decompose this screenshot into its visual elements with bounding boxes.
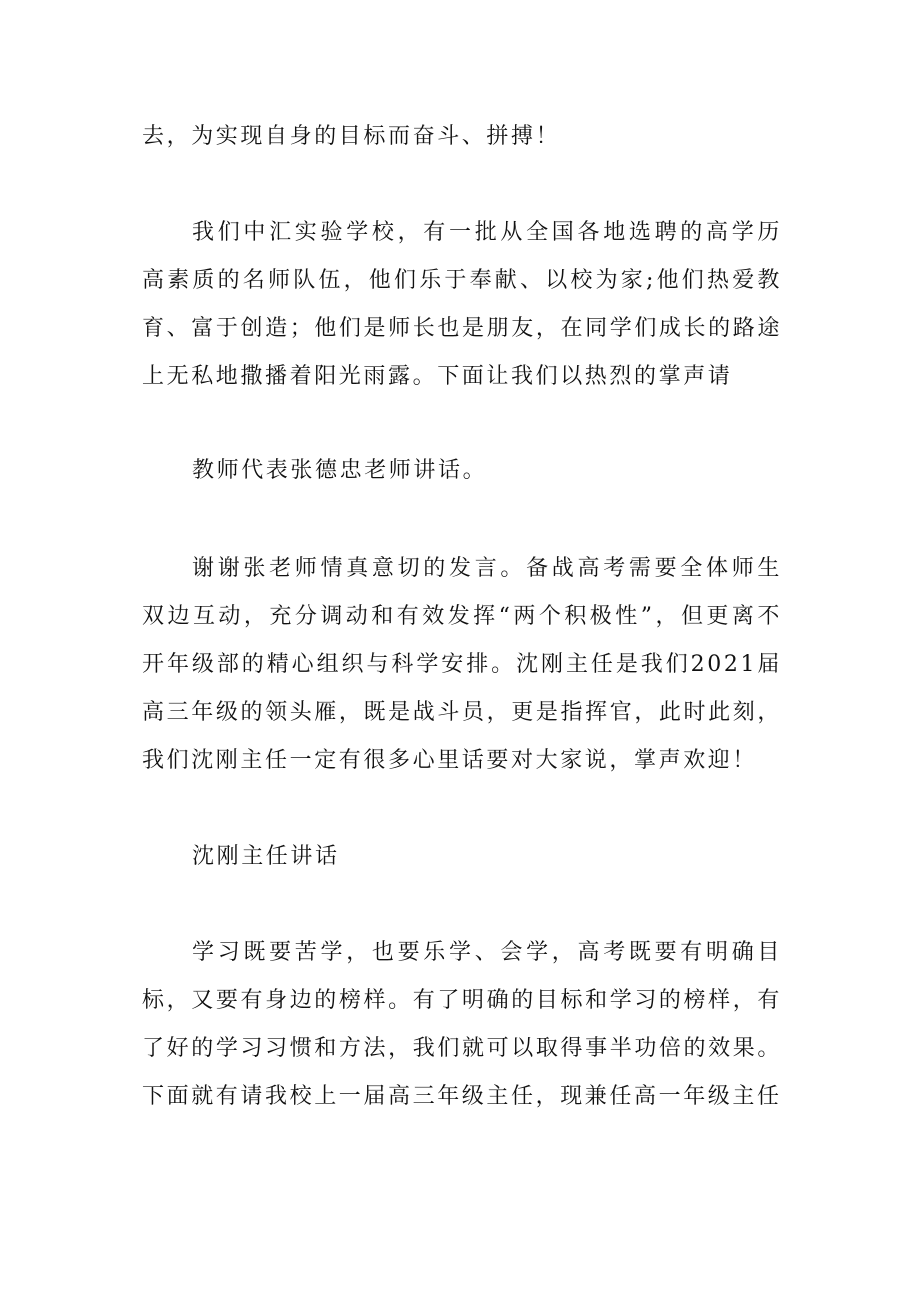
- paragraph-continuation: 去，为实现自身的目标而奋斗、拼搏！: [142, 124, 561, 149]
- paragraph-teachers-intro: 我们中汇实验学校，有一批从全国各地选聘的高学历高素质的名师队伍，他们乐于奉献、以校为家;他们热爱教育、富于创造；他们是师长也是朋友，在同学们成长的路途上无私地撒播着阳光雨露。下面让我们以热烈的掌声请: [142, 220, 782, 389]
- paragraph-thanks-intro: 谢谢张老师情真意切的发言。备战高考需要全体师生双边互动，充分调动和有效发挥“两个积极性”，但更离不开年级部的精心组织与科学安排。沈刚主任是我们2021届高三年级的领头雁，既是战斗员，更是指挥官，此时此刻，我们沈刚主任一定有很多心里话要对大家说，掌声欢迎！: [142, 556, 782, 773]
- paragraph-director-speech: 沈刚主任讲话: [192, 844, 340, 869]
- paragraph-teacher-speech: 教师代表张德忠老师讲话。: [192, 458, 488, 483]
- paragraph-study-intro: 学习既要苦学，也要乐学、会学，高考既要有明确目标，又要有身边的榜样。有了明确的目标和学习的榜样，有了好的学习习惯和方法，我们就可以取得事半功倍的效果。下面就有请我校上一届高三年级主任，现兼任高一年级主任: [142, 940, 782, 1109]
